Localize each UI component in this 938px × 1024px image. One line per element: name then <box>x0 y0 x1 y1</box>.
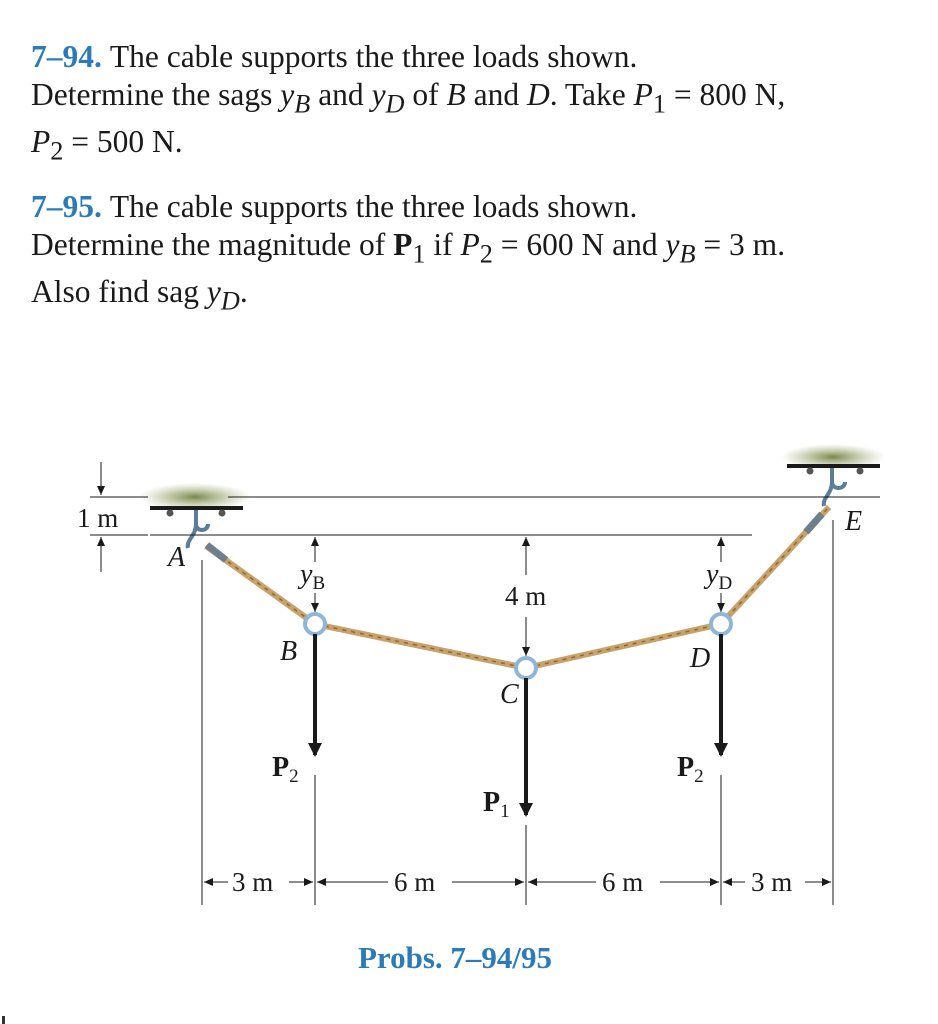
span-3: 6 m <box>602 867 644 897</box>
problem-text: The cable supports the three loads shown. <box>109 189 638 224</box>
label-e: E <box>845 506 863 537</box>
problem-text: The cable supports the three loads shown. <box>109 39 638 74</box>
load-label-c: $P_1$ <box>483 787 510 822</box>
load-label-d: $P_2$ <box>677 752 704 787</box>
problem-7-94: 7–94. The cable supports the three loads shown. Determine the sags $y_B$ and $y_D$ of B and D. Take $P_1 = 800$ N, $P_2 = 500$ N. <box>31 39 786 166</box>
span-1: 3 m <box>232 867 274 897</box>
dim-yb: $y_B$ <box>300 559 326 594</box>
dim-height-diff: 1 m <box>77 503 119 533</box>
label-d: D <box>690 643 711 674</box>
span-dimensions <box>204 867 831 897</box>
span-2: 6 m <box>394 867 436 897</box>
load-label-b: $P_2$ <box>272 752 299 787</box>
span-4: 3 m <box>751 867 793 897</box>
label-a: A <box>168 542 186 573</box>
problem-7-95: 7–95. The cable supports the three loads shown. Determine the magnitude of $P_1$ if $P_2 = 600$ N and $y_B = 3$ m. Also find sag $y_D$. <box>31 189 786 316</box>
problem-number: 7–94. <box>31 39 102 74</box>
problem-number: 7–95. <box>31 189 102 224</box>
ring-c <box>516 658 536 678</box>
dim-sag-c: 4 m <box>505 581 547 611</box>
label-c: C <box>500 679 519 710</box>
figure-caption: Probs. 7–94/95 <box>357 940 553 975</box>
dim-yd: $y_D$ <box>706 559 733 594</box>
ring-b <box>305 614 325 634</box>
support-a <box>139 483 251 548</box>
label-b: B <box>280 636 298 667</box>
ring-d <box>711 614 731 634</box>
page-edge-mark <box>2 1016 5 1024</box>
